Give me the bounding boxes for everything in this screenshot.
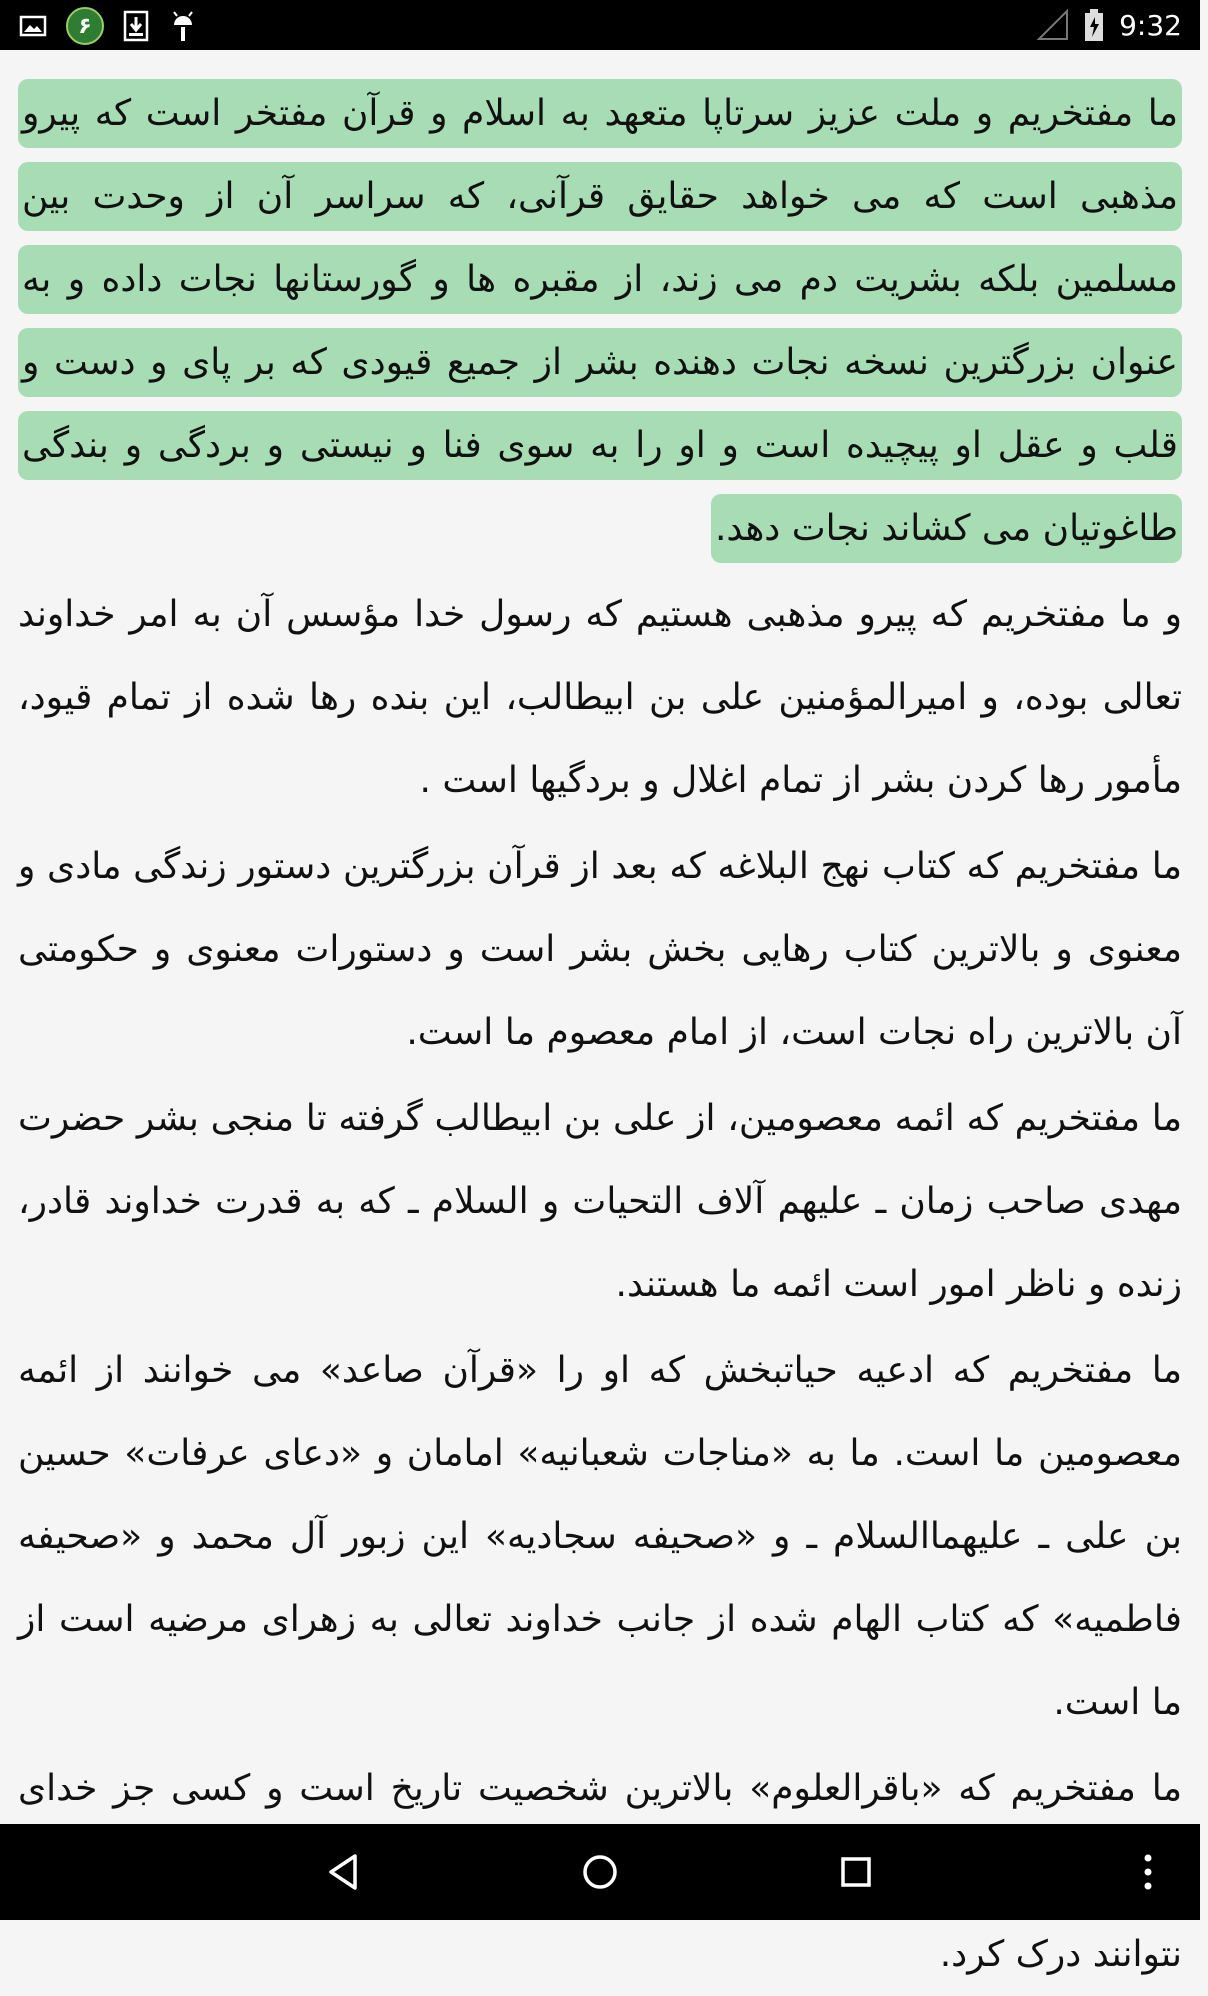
app-notification-icon: ۶ (66, 7, 104, 45)
back-button[interactable] (283, 1824, 403, 1920)
status-bar (0, 0, 1200, 50)
paragraph[interactable]: ما مفتخریم که کتاب نهج البلاغه که بعد از قرآن بزرگترین دستور زندگی مادی و معنوی و بالاترین کتاب رهایی بخش بشر است و دستورات معنوی و حکومتی آن بالاترین راه نجات است، از امام معصوم ما است. (18, 846, 1182, 1053)
paragraph[interactable]: ما مفتخریم که «باقرالعلوم» بالاترین شخصیت تاریخ است و کسی جز خدای نتوانند درک کرد. (18, 1768, 1182, 1975)
home-icon (580, 1852, 620, 1892)
paragraph[interactable]: ما مفتخریم که ائمه معصومین، از علی بن ابیطالب گرفته تا منجی بشر حضرت مهدی صاحب زمان ـ علیهم آلاف التحیات و السلام ـ که به قدرت خداوند قادر، زنده و ناظر امور است ائمه ما هستند. (18, 1098, 1182, 1305)
gallery-icon (18, 11, 48, 41)
notification-icons (18, 7, 198, 45)
android-debug-icon (168, 9, 198, 43)
download-icon (122, 9, 150, 43)
system-status (1037, 0, 1182, 50)
paragraph-highlighted[interactable] (18, 72, 1182, 570)
paragraph[interactable]: ما مفتخریم که ادعیه حیاتبخش که او را «قرآن صاعد» می خوانند از ائمه معصومین ما است. ما به «مناجات شعبانیه» امامان و «دعای عرفات» حسین بن علی ـ علیهماالسلام ـ و «صحیفه سجادیه» این زبور آل محمد و «صحیفه فاطمیه» که کتاب الهام شده از جانب خداوند تعالی به زهرای مرضیه است از ما است. (18, 1350, 1182, 1723)
back-icon (323, 1852, 363, 1892)
text-highlight[interactable]: ما مفتخریم و ملت عزیز سرتاپا متعهد به اسلام و قرآن مفتخر است که پیرو مذهبی است که می خواهد حقایق قرآنی، که سراسر آن از وحدت بین مسلمین بلکه بشریت دم می زند، از مقبره ها و گورستانها نجات داده و به عنوان بزرگترین نسخه نجات دهنده بشر از جمیع قیودی که بر پای و دست و قلب و عقل او پیچیده است و او را به سوی فنا و نیستی و بردگی و بندگی طاغوتیان می کشاند نجات دهد. (18, 79, 1182, 563)
clock: 9:32 (1119, 8, 1182, 42)
overflow-menu-icon (1142, 1852, 1154, 1892)
menu-button[interactable] (1088, 1824, 1208, 1920)
recents-button[interactable] (796, 1824, 916, 1920)
reader-view[interactable] (0, 50, 1200, 1975)
battery-charging-icon (1083, 8, 1105, 42)
book-text (0, 50, 1200, 1996)
home-button[interactable] (540, 1824, 660, 1920)
paragraph[interactable]: و ما مفتخریم که پیرو مذهبی هستیم که رسول خدا مؤسس آن به امر خداوند تعالی بوده، و امیرالمؤمنین علی بن ابیطالب، این بنده رها شده از تمام قیود، مأمور رها کردن بشر از تمام اغلال و بردگیها است . (18, 594, 1182, 801)
recents-icon (836, 1852, 876, 1892)
navigation-bar (0, 1824, 1200, 1920)
signal-icon (1037, 9, 1069, 41)
